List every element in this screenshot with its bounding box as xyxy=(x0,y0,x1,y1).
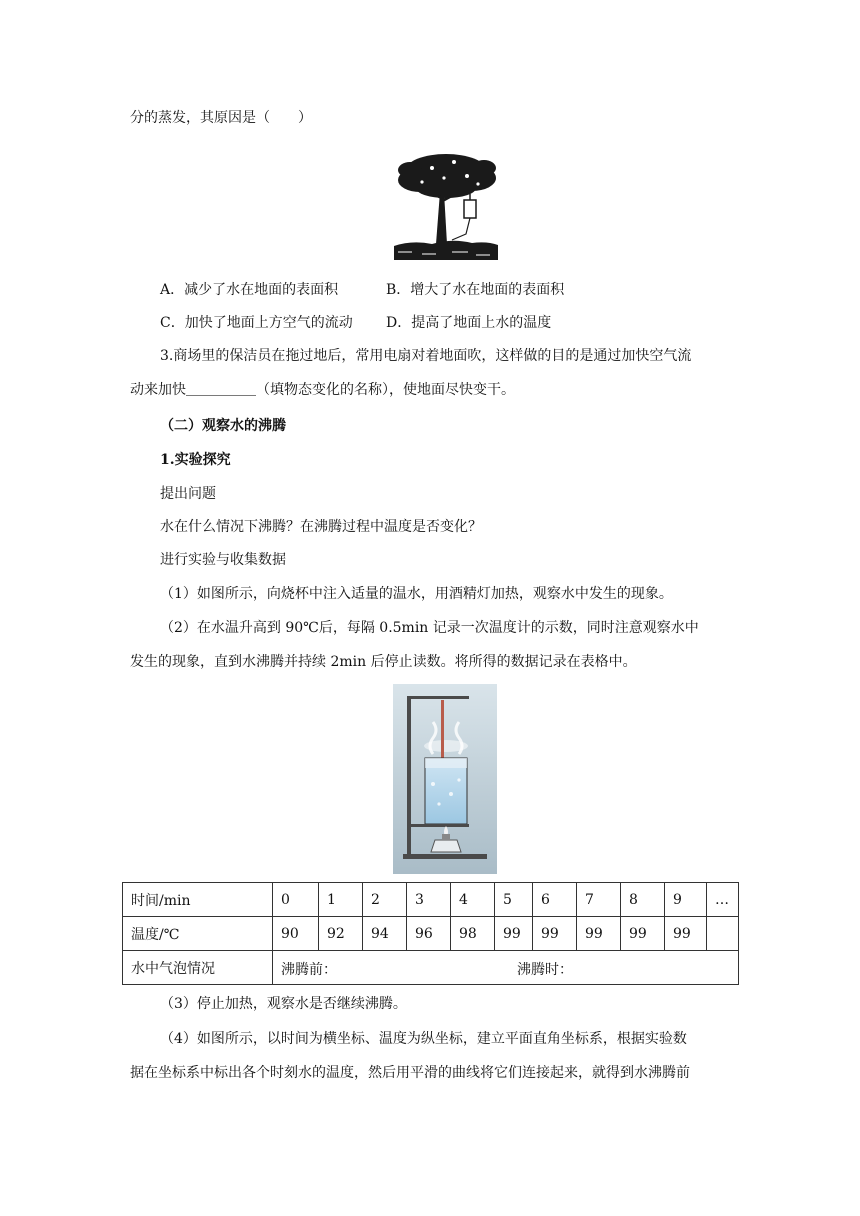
tree-drip-illustration xyxy=(392,148,500,264)
time-cell: 1 xyxy=(319,883,363,917)
sub-title: 1.实验探究 xyxy=(160,452,231,468)
temperature-cell: 92 xyxy=(319,917,363,951)
option-a: A．减少了水在地面的表面积 xyxy=(160,282,339,298)
step-2-line-1: （2）在水温升高到 90℃后，每隔 0.5min 记录一次温度计的示数，同时注意观察水中 xyxy=(160,620,699,636)
option-d: D．提高了地面上水的温度 xyxy=(386,315,552,331)
question-3-line-2: 动来加快＿＿＿＿＿（填物态变化的名称），使地面尽快变干。 xyxy=(130,382,515,398)
temperature-cell: 99 xyxy=(665,917,707,951)
temperature-cell: 99 xyxy=(495,917,533,951)
boiling-apparatus-illustration xyxy=(393,684,497,874)
temperature-row xyxy=(123,917,739,951)
temperature-cell: 90 xyxy=(273,917,319,951)
question-2-tail: 分的蒸发，其原因是（ ） xyxy=(130,110,312,126)
before-boiling-label: 沸腾前： xyxy=(281,962,337,978)
experiment-heading: 进行实验与收集数据 xyxy=(160,552,286,568)
option-c: C．加快了地面上方空气的流动 xyxy=(160,315,353,331)
temperature-cell: 96 xyxy=(407,917,451,951)
temperature-cell: 94 xyxy=(363,917,407,951)
time-cell: 9 xyxy=(665,883,707,917)
time-cell: 8 xyxy=(621,883,665,917)
bubble-row xyxy=(123,951,739,985)
question-text: 水在什么情况下沸腾？在沸腾过程中温度是否变化？ xyxy=(160,519,482,535)
time-row xyxy=(123,883,739,917)
step-3: （3）停止加热，观察水是否继续沸腾。 xyxy=(160,996,407,1012)
step-2-line-2: 发生的现象，直到水沸腾并持续 2min 后停止读数。将所得的数据记录在表格中。 xyxy=(130,654,637,670)
temperature-cell: 98 xyxy=(451,917,495,951)
temperature-data-table xyxy=(122,882,739,985)
time-cell: 2 xyxy=(363,883,407,917)
during-boiling-label: 沸腾时： xyxy=(517,962,573,978)
pose-question-heading: 提出问题 xyxy=(160,486,216,502)
time-cell: 5 xyxy=(495,883,533,917)
bubble-observation-cell xyxy=(273,951,739,985)
time-cell: 6 xyxy=(533,883,577,917)
time-cell: 7 xyxy=(577,883,621,917)
time-cell: 3 xyxy=(407,883,451,917)
section-title: （二）观察水的沸腾 xyxy=(160,418,286,434)
temperature-cell: 99 xyxy=(577,917,621,951)
step-4-line-2: 据在坐标系中标出各个时刻水的温度，然后用平滑的曲线将它们连接起来，就得到水沸腾前 xyxy=(130,1065,690,1081)
time-label: 时间/min xyxy=(123,883,273,917)
option-b: B．增大了水在地面的表面积 xyxy=(386,282,565,298)
step-1: （1）如图所示，向烧杯中注入适量的温水，用酒精灯加热，观察水中发生的现象。 xyxy=(160,586,673,602)
temperature-label: 温度/℃ xyxy=(123,917,273,951)
question-3-line-1: 3.商场里的保洁员在拖过地后，常用电扇对着地面吹，这样做的目的是通过加快空气流 xyxy=(160,348,692,364)
time-cell: 4 xyxy=(451,883,495,917)
temperature-cell: 99 xyxy=(533,917,577,951)
time-cell: 0 xyxy=(273,883,319,917)
time-cell: … xyxy=(707,883,739,917)
bubble-label: 水中气泡情况 xyxy=(123,951,273,985)
temperature-cell: 99 xyxy=(621,917,665,951)
temperature-cell xyxy=(707,917,739,951)
step-4-line-1: （4）如图所示，以时间为横坐标、温度为纵坐标，建立平面直角坐标系，根据实验数 xyxy=(160,1031,687,1047)
